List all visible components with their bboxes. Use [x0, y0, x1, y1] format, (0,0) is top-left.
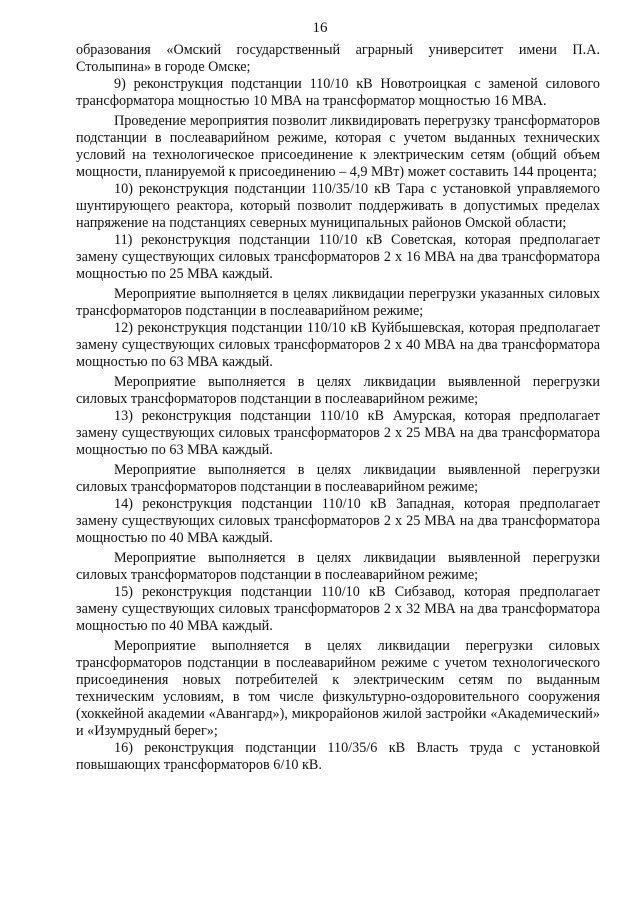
- paragraph-item-12: 12) реконструкция подстанции 110/10 кВ Куйбышевская, которая предполагает замену существующих силовых трансформаторов 2 х 40 МВА на два трансформатора мощностью по 63 МВА каждый.: [76, 320, 600, 370]
- paragraph-item-13-note: Мероприятие выполняется в целях ликвидации выявленной перегрузки силовых трансформаторов подстанции в послеаварийном режиме;: [76, 462, 600, 495]
- paragraph-item-9: 9) реконструкция подстанции 110/10 кВ Новотроицкая с заменой силового трансформатора мощностью 10 МВА на трансформатор мощностью 16 МВА.: [76, 76, 600, 109]
- paragraph-item-14: 14) реконструкция подстанции 110/10 кВ Западная, которая предполагает замену существующих силовых трансформаторов 2 х 25 МВА на два трансформатора мощностью по 40 МВА каждый.: [76, 496, 600, 546]
- paragraph-item-10: 10) реконструкция подстанции 110/35/10 кВ Тара с установкой управляемого шунтирующего реактора, который позволит поддерживать в допустимых пределах напряжение на подстанциях северных муниципальных районов Омской области;: [76, 181, 600, 231]
- paragraph-continuation: образования «Омский государственный аграрный университет имени П.А. Столыпина» в городе Омске;: [76, 42, 600, 75]
- paragraph-item-15-note: Мероприятие выполняется в целях ликвидации перегрузки силовых трансформаторов подстанции в послеаварийном режиме с учетом технологического присоединения новых потребителей к электрическим сетям по выданным техническим условиям, в том числе физкультурно-оздоровительного сооружения (хоккейной академии «Авангард»), микрорайонов жилой застройки «Академический» и «Изумрудный берег»;: [76, 638, 600, 739]
- paragraph-item-15: 15) реконструкция подстанции 110/10 кВ Сибзавод, которая предполагает замену существующих силовых трансформаторов 2 х 32 МВА на два трансформатора мощностью по 40 МВА каждый.: [76, 584, 600, 634]
- paragraph-item-14-note: Мероприятие выполняется в целях ликвидации выявленной перегрузки силовых трансформаторов подстанции в послеаварийном режиме;: [76, 550, 600, 583]
- paragraph-item-16: 16) реконструкция подстанции 110/35/6 кВ Власть труда с установкой повышающих трансформаторов 6/10 кВ.: [76, 740, 600, 773]
- page-number: 16: [312, 20, 328, 36]
- paragraph-item-9-note: Проведение мероприятия позволит ликвидировать перегрузку трансформаторов подстанции в послеаварийном режиме, которая с учетом выданных технических условий на технологическое присоединение к электрическим сетям (общий объем мощности, планируемой к присоединению – 4,9 МВт) может составить 144 процента;: [76, 113, 600, 180]
- paragraph-item-12-note: Мероприятие выполняется в целях ликвидации выявленной перегрузки силовых трансформаторов подстанции в послеаварийном режиме;: [76, 374, 600, 407]
- paragraph-item-11: 11) реконструкция подстанции 110/10 кВ Советская, которая предполагает замену существующих силовых трансформаторов 2 х 16 МВА на два трансформатора мощностью по 25 МВА каждый.: [76, 232, 600, 282]
- paragraph-item-11-note: Мероприятие выполняется в целях ликвидации перегрузки указанных силовых трансформаторов подстанции в послеаварийном режиме;: [76, 286, 600, 319]
- paragraph-item-13: 13) реконструкция подстанции 110/10 кВ Амурская, которая предполагает замену существующих силовых трансформаторов 2 х 25 МВА на два трансформатора мощностью по 63 МВА каждый.: [76, 408, 600, 458]
- document-body: [76, 42, 600, 774]
